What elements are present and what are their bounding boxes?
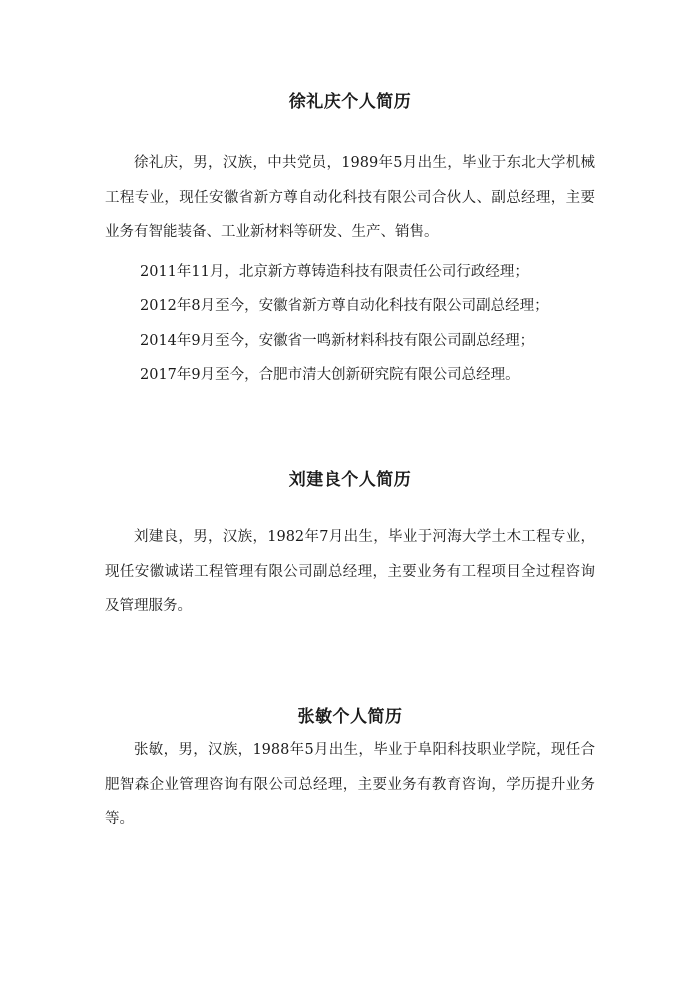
section-title: 刘建良个人简历 [288,470,412,490]
resume-section-liu [105,468,595,624]
career-line: 2012年8月至今，安徽省新方尊自动化科技有限公司副总经理； [140,298,549,314]
section-title: 徐礼庆个人简历 [288,92,412,112]
bio-paragraph: 徐礼庆，男，汉族，中共党员，1989年5月出生，毕业于东北大学机械工程专业，现任安徽省新方尊自动化科技有限公司合伙人、副总经理，主要业务有智能装备、工业新材料等研发、生产、销售。 [105,155,595,240]
resume-section-zhang [105,705,595,837]
career-line: 2017年9月至今，合肥市清大创新研究院有限公司总经理。 [140,367,520,383]
career-line: 2011年11月，北京新方尊铸造科技有限责任公司行政经理； [140,263,529,280]
resume-section-xu [105,90,595,393]
career-line: 2014年9月至今，安徽省一鸣新材料科技有限公司副总经理； [140,332,535,349]
bio-paragraph: 张敏，男，汉族，1988年5月出生，毕业于阜阳科技职业学院，现任合肥智森企业管理咨询有限公司总经理，主要业务有教育咨询，学历提升业务等。 [105,742,595,827]
bio-paragraph: 刘建良，男，汉族，1982年7月出生，毕业于河海大学土木工程专业，现任安徽诚诺工程管理有限公司副总经理，主要业务有工程项目全过程咨询及管理服务。 [105,529,595,614]
section-title: 张敏个人简历 [297,707,403,727]
